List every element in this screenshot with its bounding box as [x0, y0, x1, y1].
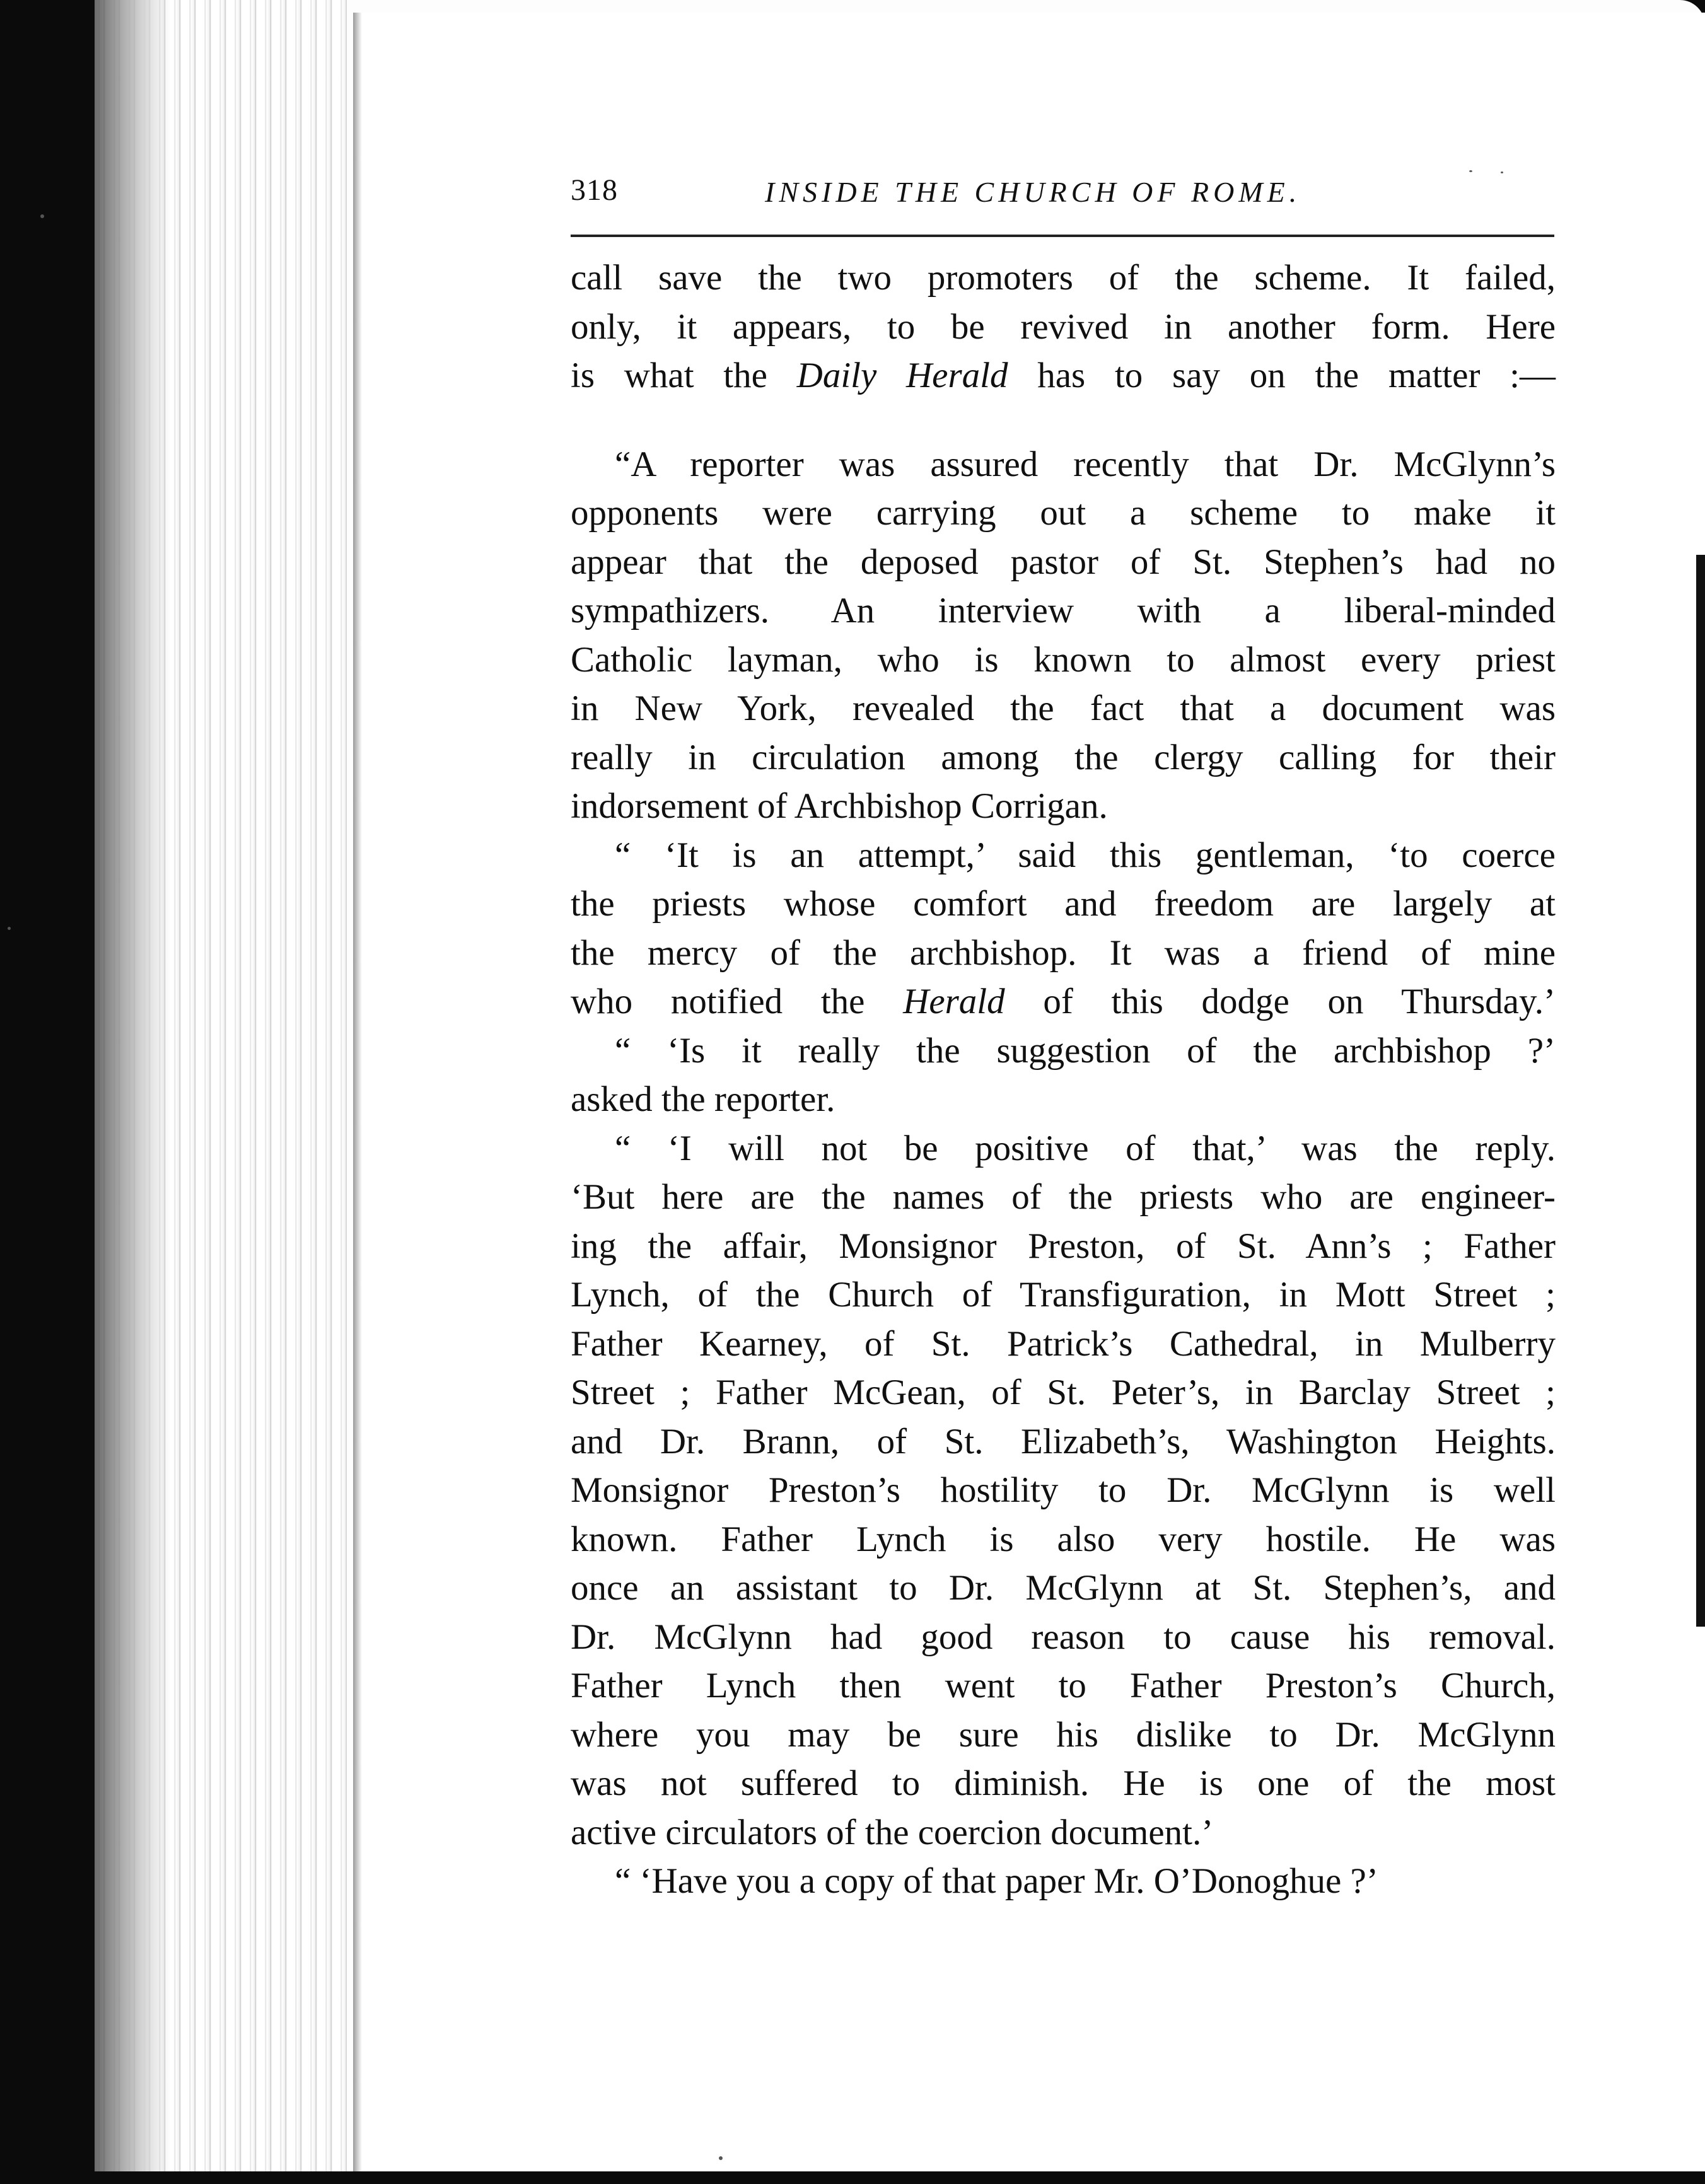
- scan-speck: [8, 927, 11, 930]
- text-line: appear that the deposed pastor of St. Stephen’s had no: [571, 542, 1556, 582]
- text-line: Lynch, of the Church of Transfiguration, in Mott Street ;: [571, 1275, 1556, 1315]
- text-line: is what the Daily Herald has to say on the matter :—: [571, 356, 1556, 395]
- text-line: and Dr. Brann, of St. Elizabeth’s, Washington Heights.: [571, 1421, 1556, 1461]
- newspaper-title: Daily Herald: [796, 356, 1008, 395]
- scan-speck: [719, 2156, 723, 2160]
- text-line: where you may be sure his dislike to Dr. McGlynn: [571, 1714, 1556, 1755]
- text-line: opponents were carrying out a scheme to make it: [571, 493, 1556, 533]
- text-line: the priests whose comfort and freedom are largely at: [571, 884, 1556, 924]
- text-line: sympathizers. An interview with a liberal-minded: [571, 591, 1556, 630]
- bottom-scan-edge: [0, 2171, 1705, 2184]
- page-gutter-edge: [353, 13, 362, 2184]
- text-line: “ ‘Is it really the suggestion of the archbishop ?’: [615, 1030, 1556, 1071]
- text-line: Catholic layman, who is known to almost every priest: [571, 639, 1556, 680]
- running-title: INSIDE THE CHURCH OF ROME.: [765, 176, 1301, 208]
- body-text: [571, 253, 1556, 1906]
- right-scan-edge: [1696, 555, 1705, 1627]
- text-line: “ ‘It is an attempt,’ said this gentleman, ‘to coerce: [615, 835, 1556, 875]
- text-line: only, it appears, to be revived in another form. Here: [571, 306, 1556, 347]
- header-rule: [571, 235, 1554, 237]
- text-line: really in circulation among the clergy calling for their: [571, 737, 1556, 777]
- text-line: ‘But here are the names of the priests who are engineer-: [571, 1177, 1556, 1217]
- text-line: once an assistant to Dr. McGlynn at St. Stephen’s, and: [571, 1568, 1556, 1608]
- text-line: the mercy of the archbishop. It was a friend of mine: [571, 932, 1556, 973]
- page-number: 318: [571, 173, 618, 207]
- page-stack-shadow: [95, 0, 170, 2184]
- text-line: Dr. McGlynn had good reason to cause his removal.: [571, 1617, 1556, 1657]
- text-line: asked the reporter.: [571, 1079, 835, 1119]
- newspaper-title: Herald: [903, 982, 1005, 1021]
- text-line: “ ‘I will not be positive of that,’ was the reply.: [615, 1128, 1556, 1168]
- text-line: in New York, revealed the fact that a document was: [571, 688, 1556, 728]
- scan-speck: [40, 214, 44, 218]
- text-line: “A reporter was assured recently that Dr. McGlynn’s: [615, 444, 1556, 484]
- text-line: was not suffered to diminish. He is one of the most: [571, 1763, 1556, 1803]
- text-line: “ ‘Have you a copy of that paper Mr. O’Donoghue ?’: [615, 1861, 1378, 1901]
- text-line: active circulators of the coercion document.’: [571, 1812, 1214, 1852]
- text-line: known. Father Lynch is also very hostile. He was: [571, 1519, 1556, 1559]
- running-header: [571, 168, 1554, 218]
- text-line: Father Lynch then went to Father Preston’s Church,: [571, 1666, 1556, 1705]
- text-line: Monsignor Preston’s hostility to Dr. McGlynn is well: [571, 1470, 1556, 1510]
- text-line: call save the two promoters of the scheme. It failed,: [571, 258, 1556, 298]
- text-line: Father Kearney, of St. Patrick’s Cathedral, in Mulberry: [571, 1323, 1556, 1364]
- text-line: who notified the Herald of this dodge on Thursday.’: [571, 982, 1556, 1021]
- text-line: indorsement of Archbishop Corrigan.: [571, 786, 1108, 826]
- text-line: ing the affair, Monsignor Preston, of St. Ann’s ; Father: [571, 1226, 1556, 1266]
- text-line: Street ; Father McGean, of St. Peter’s, in Barclay Street ;: [571, 1373, 1556, 1412]
